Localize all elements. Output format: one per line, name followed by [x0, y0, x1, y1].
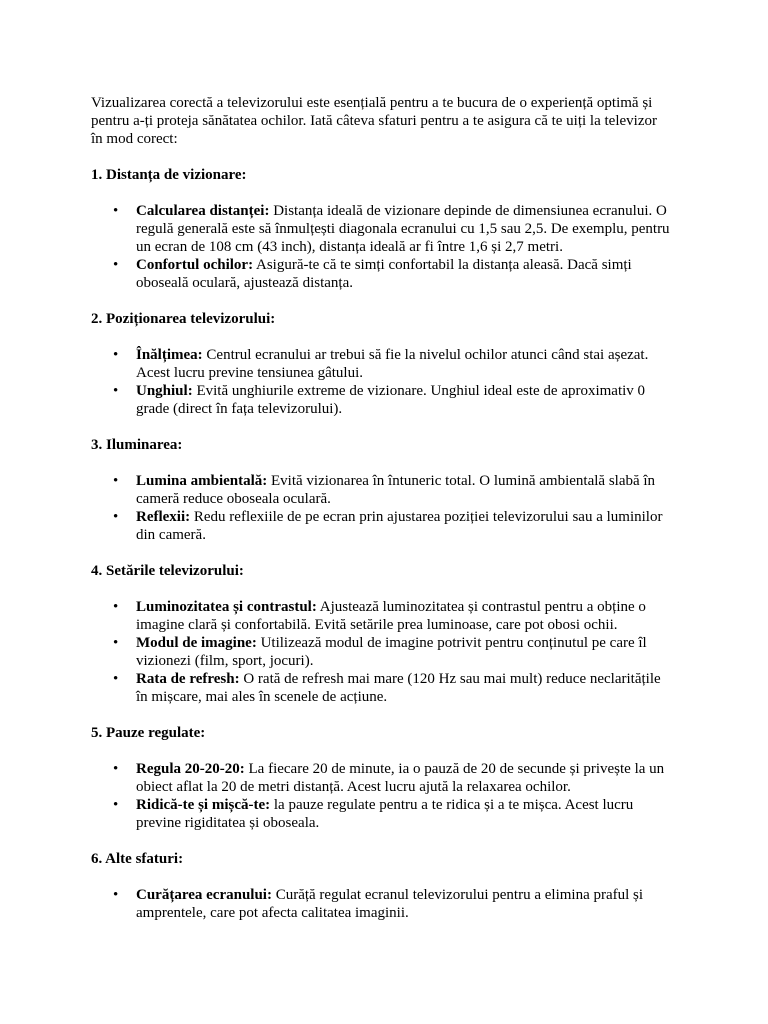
list-item-term: Rata de refresh:: [136, 671, 240, 687]
list-item-text: la pauze regulate pentru a te ridica și a te mișca. Acest lucru previne rigiditatea și oboseala.: [136, 797, 634, 831]
section-list-settings: [91, 598, 671, 706]
section-list-lighting: [91, 472, 671, 544]
list-item-term: Lumina ambientală:: [136, 473, 268, 489]
list-item: [136, 346, 671, 382]
list-item-term: Unghiul:: [136, 383, 193, 399]
list-item: [136, 634, 671, 670]
list-item-term: Curățarea ecranului:: [136, 887, 272, 903]
list-item: [136, 256, 671, 292]
list-item-term: Confortul ochilor:: [136, 257, 254, 273]
section-list-other-tips: [91, 886, 671, 922]
list-item-term: Calcularea distanței:: [136, 203, 270, 219]
list-item-term: Luminozitatea și contrastul:: [136, 599, 317, 615]
list-item-text: Utilizează modul de imagine potrivit pentru conținutul pe care îl vizionezi (film, sport, jocuri).: [136, 635, 647, 669]
section-list-distance: [91, 202, 671, 292]
intro-paragraph: Vizualizarea corectă a televizorului este esențială pentru a te bucura de o experiență optimă și pentru a-ți proteja sănătatea ochilor. Iată câteva sfaturi pentru a te asigura că te uiți la televizor în mod corect:: [91, 95, 657, 147]
list-item: [136, 598, 671, 634]
section-list-breaks: [91, 760, 671, 832]
list-item-text: Evită vizionarea în întuneric total. O lumină ambientală slabă în cameră reduce oboseala oculară.: [136, 473, 656, 507]
list-item-text: Curăță regulat ecranul televizorului pentru a elimina praful și amprentele, care pot afecta calitatea imaginii.: [136, 887, 644, 921]
section-heading-distance: 1. Distanța de vizionare:: [91, 167, 247, 183]
list-item: [136, 382, 671, 418]
list-item: [136, 796, 671, 832]
list-item: [136, 670, 671, 706]
section-heading-settings: 4. Setările televizorului:: [91, 563, 244, 579]
list-item-text: Centrul ecranului ar trebui să fie la nivelul ochilor atunci când stai așezat. Acest lucru previne tensiunea gâtului.: [136, 347, 649, 381]
section-list-positioning: [91, 346, 671, 418]
list-item-term: Regula 20-20-20:: [136, 761, 245, 777]
list-item-text: Evită unghiurile extreme de vizionare. Unghiul ideal este de aproximativ 0 grade (direct în fața televizorului).: [136, 383, 646, 417]
document-body: [91, 94, 671, 922]
section-heading-other-tips: 6. Alte sfaturi:: [91, 851, 184, 867]
list-item: [136, 886, 671, 922]
list-item-text: Ajustează luminozitatea și contrastul pentru a obține o imagine clară și confortabilă. Evită setările prea luminoase, care pot obosi ochii.: [136, 599, 646, 633]
list-item-term: Reflexii:: [136, 509, 191, 525]
list-item-text: Asigură-te că te simți confortabil la distanța aleasă. Dacă simți oboseală oculară, ajustează distanța.: [136, 257, 632, 291]
list-item-term: Ridică-te și mișcă-te:: [136, 797, 271, 813]
list-item-term: Înălțimea:: [136, 347, 203, 363]
list-item-text: La fiecare 20 de minute, ia o pauză de 20 de secunde și privește la un obiect aflat la 20 de metri distanță. Acest lucru ajută la relaxarea ochilor.: [136, 761, 665, 795]
list-item-text: Distanța ideală de vizionare depinde de dimensiunea ecranului. O regulă generală este să înmulțești diagonala ecranului cu 1,5 sau 2,5. De exemplu, pentru un ecran de 108 cm (43 inch), distanța ideală ar fi între 1,6 și 2,7 metri.: [136, 203, 670, 255]
section-heading-breaks: 5. Pauze regulate:: [91, 725, 206, 741]
list-item: [136, 202, 671, 256]
section-heading-lighting: 3. Iluminarea:: [91, 437, 183, 453]
list-item: [136, 472, 671, 508]
list-item-term: Modul de imagine:: [136, 635, 257, 651]
list-item-text: O rată de refresh mai mare (120 Hz sau mai mult) reduce neclaritățile în mișcare, mai ales în scenele de acțiune.: [136, 671, 661, 705]
list-item-text: Redu reflexiile de pe ecran prin ajustarea poziției televizorului sau a luminilor din cameră.: [136, 509, 663, 543]
list-item: [136, 760, 671, 796]
list-item: [136, 508, 671, 544]
section-heading-positioning: 2. Poziționarea televizorului:: [91, 311, 276, 327]
